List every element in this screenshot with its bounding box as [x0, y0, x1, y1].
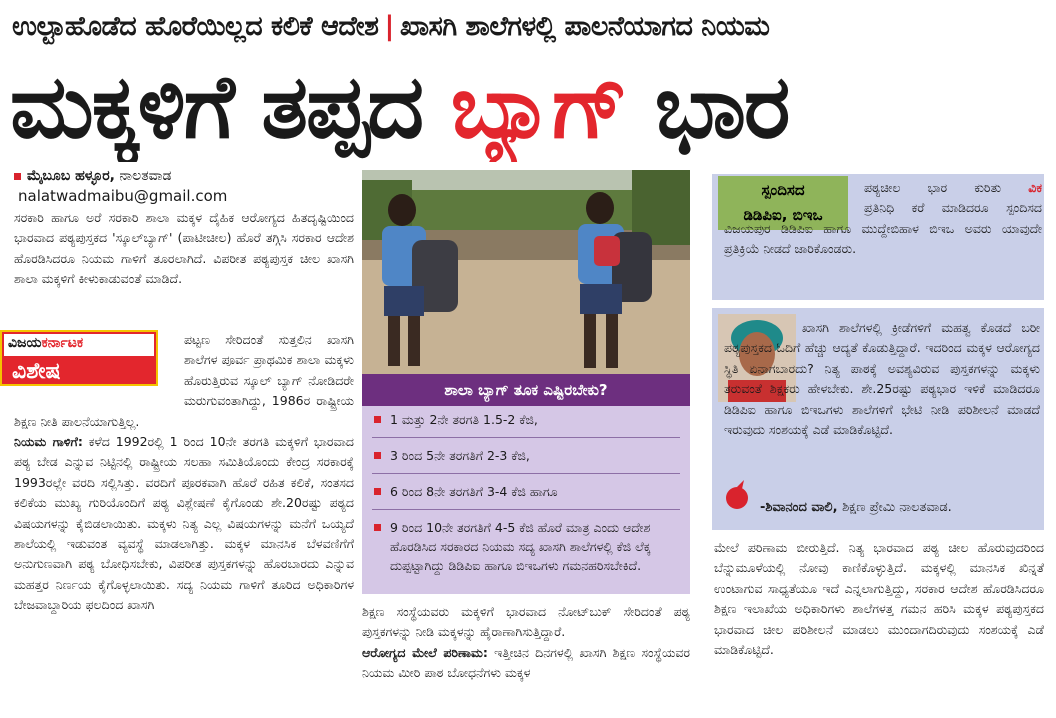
square-bullet-icon	[374, 524, 381, 531]
response-text-a: ಪಠ್ಯಚೀಲ ಭಾರ ಕುರಿತು	[864, 180, 1002, 195]
logo-bottom: ವಿಶೇಷ	[12, 359, 61, 384]
infobox-item	[372, 446, 680, 465]
response-tag-line2: ಡಿಡಿಪಿಐ, ಬಿಇಒ	[743, 206, 823, 224]
author-name: ಮೈಬೂಬ ಹಳ್ಳೂರ,	[27, 168, 115, 184]
square-bullet-icon	[374, 488, 381, 495]
headline-red: ಬ್ಯಾಗ್	[450, 55, 627, 158]
col1-para1: ಸರಕಾರಿ ಹಾಗೂ ಅರೆ ಸರಕಾರಿ ಶಾಲಾ ಮಕ್ಕಳ ದೈಹಿಕ ಆರೋಗ್ಯದ ಹಿತದೃಷ್ಟಿಯಿಂದ ಭಾರವಾದ ಪಠ್ಯಪುಸ್ತಕದ 'ಸ್ಕೂಲ್‌ಬ್ಯಾಗ್' (ಪಾಟೀಚೀಲ) ಹೊರೆ ತಗ್ಗಿಸಿ ಸರಕಾರ ಆದೇಶ ಹೊರಡಿಸಿದರೂ ನಿಯಮ ಗಾಳಿಗೆ ತೂರಲಾಗಿದೆ. ವಿಪರೀತ ಪಠ್ಯಪುಸ್ತಕ ಚೀಲ ಖಾಸಗಿ ಶಾಲಾ ಮಕ್ಕಳಿಗೆ ಕೀಳುಕಾಡುವಂತೆ ಮಾಡಿದೆ.	[14, 210, 354, 287]
col2-body	[362, 602, 690, 702]
col1-top	[14, 208, 354, 334]
response-text-b: ಪ್ರತಿನಿಧಿ ಕರೆ ಮಾಡಿದರೂ ಸ್ಪಂದಿಸದ ವಿಜಯಪುರ ಡಿಡಿಪಿಐ ಹಾಗೂ ಮುದ್ದೇಬಿಹಾಳ ಬಿಇಒ ಅವರು ಯಾವುದೇ ಪ್ರತಿಕ್ರಿಯೆ ನೀಡದೆ ಜಾರಿಕೊಂಡರು.	[724, 200, 1042, 257]
col3-para1: ಮೇಲೆ ಪರಿಣಾಮ ಬೀರುತ್ತಿದೆ. ನಿತ್ಯ ಭಾರವಾದ ಪಠ್ಯ ಚೀಲ ಹೊರುವುದರಿಂದ ಬೆನ್ನುಮೂಳೆಯಲ್ಲಿ ನೋವು ಕಾಣಿಕೊಳ್ಳುತ್ತಿದೆ. ಮಕ್ಕಳಲ್ಲಿ ಮಾನಸಿಕ ಖಿನ್ನತೆ ಉಂಟಾಗುವ ಸಾಧ್ಯತೆಯೂ ಇದೆ ಎನ್ನಲಾಗುತ್ತಿದ್ದು, ಸರಕಾರ ಆದೇಶ ಹೊರಡಿಸಿದರೂ ಶಿಕ್ಷಣ ಇಲಾಖೆಯ ಅಧಿಕಾರಿಗಳು ಶಾಲೆಗಳತ್ತ ಗಮನ ಹರಿಸಿ ಮಕ್ಕಳ ಪಠ್ಯಪುಸ್ತಕದ ಭಾರವಾದ ಚೀಲ ಪರಿಶೀಲನೆ ಮಾಡಲು ಮುಂದಾಗದಿರುವುದು ಸಂಶಯಕ್ಕೆ ಎಡೆ ಮಾಡಿಕೊಟ್ಟಿದೆ.	[714, 540, 1044, 658]
headline	[10, 52, 1046, 162]
infobox-title: ಶಾಲಾ ಬ್ಯಾಗ್ ತೂಕ ಎಷ್ಟಿರಬೇಕು?	[362, 374, 690, 406]
quote-author-role: ಶಿಕ್ಷಣ ಪ್ರೇಮಿ ನಾಲತವಾಡ.	[842, 500, 952, 515]
author-email: nalatwadmaibu@gmail.com	[18, 187, 228, 205]
infobox-item	[372, 482, 680, 501]
col1-para3-lead: ನಿಯಮ ಗಾಳಿಗೆ:	[14, 434, 83, 450]
col1-body	[14, 330, 354, 702]
photo-illustration	[362, 170, 690, 374]
infobox-item-text: 3 ರಿಂದ 5ನೇ ತರಗತಿಗೆ 2-3 ಕೆಜಿ,	[390, 448, 530, 463]
divider	[372, 473, 680, 474]
headline-part1: ಮಕ್ಕಳಿಗೆ ತಪ್ಪದ	[10, 55, 423, 158]
infobox-item-text: 6 ರಿಂದ 8ನೇ ತರಗತಿಗೆ 3-4 ಕೆಜಿ ಹಾಗೂ	[390, 484, 558, 499]
col2-para2: ಇತ್ತೀಚಿನ ದಿನಗಳಲ್ಲಿ ಖಾಸಗಿ ಶಿಕ್ಷಣ ಸಂಸ್ಥೆಯವರ ನಿಯಮ ಮೀರಿ ಪಾಠ ಬೋಧನೆಗಳು ಮಕ್ಕಳ	[362, 644, 690, 681]
infobox-item-text: 1 ಮತ್ತು 2ನೇ ತರಗತಿ 1.5-2 ಕೆಜಿ,	[390, 412, 538, 427]
col2-para1: ಶಿಕ್ಷಣ ಸಂಸ್ಥೆಯವರು ಮಕ್ಕಳಿಗೆ ಭಾರವಾದ ನೋಟ್‌ಬುಕ್ ಸೇರಿದಂತೆ ಪಠ್ಯ ಪುಸ್ತಕಗಳನ್ನು ನೀಡಿ ಮಕ್ಕಳನ್ನು ಹೈರಾಣಾಗಿಸುತ್ತಿದ್ದಾರೆ.	[362, 604, 690, 640]
infobox-item	[372, 518, 680, 575]
logo-top-red: ಕರ್ನಾಟಕ	[41, 335, 84, 351]
infobox-item	[372, 410, 680, 429]
divider	[372, 509, 680, 510]
kicker-separator: |	[384, 11, 394, 42]
quote-body: ಖಾಸಗಿ ಶಾಲೆಗಳಲ್ಲಿ ಕ್ರೀಡೆಗಳಿಗೆ ಮಹತ್ವ ಕೊಡದೆ ಬರೀ ಪಠ್ಯಪುಸ್ತಕದ ಓದಿಗೆ ಹೆಚ್ಚು ಆದ್ಯತೆ ಕೊಡುತ್ತಿದ್ದಾರೆ. ಇದರಿಂದ ಮಕ್ಕಳ ಆರೋಗ್ಯದ ಸ್ಥಿತಿ ಏನಾಗಬಾರದು? ನಿತ್ಯ ಪಾಠಕ್ಕೆ ಅವಶ್ಯವಿರುವ ಪುಸ್ತಕಗಳನ್ನು ಮಕ್ಕಳು ತರುವಂತೆ ಶಿಕ್ಷಕರು ಹೇಳಬೇಕು. ಶೇ.25ರಷ್ಟು ಪಠ್ಯಭಾರ ಇಳಿಕೆ ಮಾಡಿದರೂ ಡಿಡಿಪಿಐ ಹಾಗೂ ಬಿಇಒಗಳು ಶಾಲೆಗಳಿಗೆ ಭೇಟಿ ನೀಡಿ ಪರಿಶೀಲನೆ ಮಾಡದೆ ಇರುವುದು ಸಂಶಯಕ್ಕೆ ಎಡೆ ಮಾಡಿಕೊಟ್ಟಿದೆ.	[724, 320, 1040, 438]
infobox	[362, 406, 690, 594]
byline	[14, 166, 354, 206]
portrait-spacer	[724, 331, 802, 332]
response-tag-line1: ಸ್ಪಂದಿಸದ	[761, 181, 805, 199]
divider	[372, 437, 680, 438]
schoolchildren-photo	[362, 170, 690, 374]
col1-para2: ಪಟ್ಟಣ ಸೇರಿದಂತೆ ಸುತ್ತಲಿನ ಖಾಸಗಿ ಶಾಲೆಗಳ ಪೂರ್ವ ಪ್ರಾಥಮಿಕ ಶಾಲಾ ಮಕ್ಕಳು ಹೊರುತ್ತಿರುವ ಸ್ಕೂಲ್ ಬ್ಯಾಗ್ ನೋಡಿದರೇ ಮರುಗುವಂತಾಗಿದ್ದು, 1986ರ ರಾಷ್ಟ್ರೀಯ ಶಿಕ್ಷಣ ನೀತಿ ಪಾಲನೆಯಾಗುತ್ತಿಲ್ಲ.	[14, 332, 354, 429]
square-bullet-icon	[374, 452, 381, 459]
col1-para3: ಕಳೆದ 1992ರಲ್ಲಿ 1 ರಿಂದ 10ನೇ ತರಗತಿ ಮಕ್ಕಳಿಗೆ ಭಾರವಾದ ಪಠ್ಯ ಬೇಡ ಎನ್ನುವ ನಿಟ್ಟಿನಲ್ಲಿ ರಾಷ್ಟ್ರೀಯ ಸಲಹಾ ಸಮಿತಿಯೊಂದು ಕೇಂದ್ರ ಸರಕಾರಕ್ಕೆ 1993ರಲ್ಲೇ ವರದಿ ಸಲ್ಲಿಸಿತ್ತು. ವರದಿಗೆ ಪೂರಕವಾಗಿ ಹೊರೆ ರಹಿತ ಕಲಿಕೆ, ಸಂತಸದ ಕಲಿಕೆಯ ಮುಖ್ಯ ಗುರಿಯೊಂದಿಗೆ ಪಠ್ಯ ವಿಶ್ಲೇಷಣೆ ಕೈಗೊಂಡು ಶೇ.20ರಷ್ಟು ಪಠ್ಯದ ವಿಷಯಗಳನ್ನು ಕೈಬಿಡಲಾಯಿತು. ಮಕ್ಕಳು ನಿತ್ಯ ಎಲ್ಲ ವಿಷಯಗಳನ್ನು ಮನೆಗೆ ಒಯ್ಯದೆ ಶಾಲೆಯಲ್ಲಿ ಇಡುವಂತ ವ್ಯವಸ್ಥೆ ಮಾಡಲಾಗಿತ್ತು. ಮಕ್ಕಳ ಮಾನಸಿಕ ಬೆಳವಣಿಗೆಗೆ ಅನುಗುಣವಾಗಿ ಪಠ್ಯ ಬೋಧಿಸಬೇಕು, ವಿಪರೀತ ಪುಸ್ತಕಗಳನ್ನು ಹೊರಬಾರದು ಎನ್ನುವ ಮಹತ್ತರ ನಿರ್ಣಯ ಕೈಗೊಳ್ಳಲಾಯಿತು. ಸದ್ಯ ನಿಯಮ ಗಾಳಿಗೆ ತೂರಿದ ಅಧಿಕಾರಿಗಳ ಬೇಜವಾಬ್ದಾರಿಯ ಫಲದಿಂದ ಖಾಸಗಿ	[14, 434, 354, 613]
quote-text	[724, 318, 1040, 440]
tag-spacer	[724, 191, 864, 192]
kicker-left: ಉಲ್ಟಾಹೊಡೆದ ಹೊರೆಯಿಲ್ಲದ ಕಲಿಕೆ ಆದೇಶ	[12, 11, 379, 42]
quote-author	[760, 498, 1040, 518]
quote-author-name: -ಶಿವಾನಂದ ವಾಲಿ,	[760, 500, 838, 515]
author-place: ನಾಲತವಾಡ	[119, 168, 172, 184]
col3-body	[714, 538, 1044, 704]
tag-spacer	[724, 211, 864, 212]
infobox-item-text: 9 ರಿಂದ 10ನೇ ತರಗತಿಗೆ 4-5 ಕೆಜಿ ಹೊರೆ ಮಾತ್ರ ಎಂದು ಆದೇಶ ಹೊರಡಿಸಿದ ಸರಕಾರದ ನಿಯಮ ಸದ್ಯ ಖಾಸಗಿ ಶಾಲೆಗಳಲ್ಲಿ ಕೆಜಿ ಲೆಕ್ಕ ದುಪ್ಪಟ್ಟಾಗಿದ್ದು ಡಿಡಿಪಿಐ ಹಾಗೂ ಬಿಇಒಗಳು ಗಮನಹರಿಸಬೇಕಿದೆ.	[390, 520, 651, 573]
col2-para2-lead: ಆರೋಗ್ಯದ ಮೇಲೆ ಪರಿಣಾಮ:	[362, 644, 488, 660]
square-bullet-icon	[14, 173, 21, 180]
response-text-red: ವಿಕ	[1028, 180, 1042, 195]
headline-part2: ಭಾರ	[654, 55, 789, 158]
logo-float-spacer	[14, 330, 184, 392]
logo-top-black: ವಿಜಯ	[8, 335, 42, 351]
square-bullet-icon	[374, 416, 381, 423]
response-text	[724, 178, 1042, 260]
kicker-right: ಖಾಸಗಿ ಶಾಲೆಗಳಲ್ಲಿ ಪಾಲನೆಯಾಗದ ನಿಯಮ	[399, 11, 770, 42]
quote-mark-icon	[722, 480, 752, 510]
kicker-line	[12, 6, 1044, 48]
